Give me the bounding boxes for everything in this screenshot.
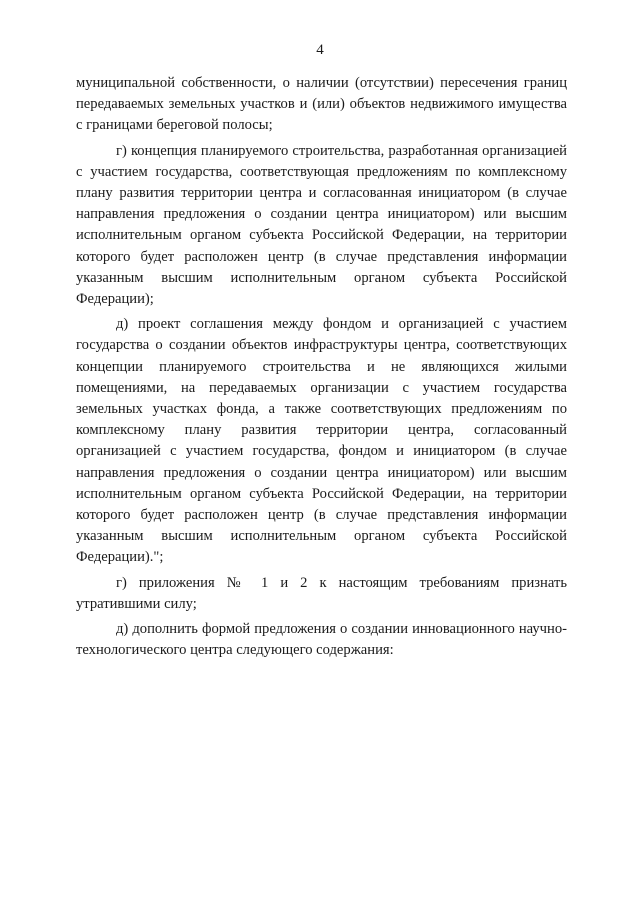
paragraph-item-g-concept: г) концепция планируемого строительства, разработанная организацией с участием государства, соответствующая предложениям по комплексному плану развития территории центра и согласованная инициатором (в случае направления предложения о создании центра инициатором) или высшим исполнительным органом субъекта Российской Федерации, на территории которого будет расположен центр (в случае представления информации указанным высшим исполнительным органом субъекта Российской Федерации); bbox=[76, 142, 567, 308]
paragraph-item-g-annexes: г) приложения № 1 и 2 к настоящим требованиям признать утратившими силу; bbox=[76, 574, 567, 612]
paragraph-item-d-form: д) дополнить формой предложения о создании инновационного научно-технологического центра следующего содержания: bbox=[76, 621, 567, 659]
document-body bbox=[76, 73, 567, 661]
paragraph-continuation: муниципальной собственности, о наличии (отсутствии) пересечения границ передаваемых земельных участков и (или) объектов недвижимого имущества с границами береговой полосы; bbox=[76, 75, 567, 134]
page-number: 4 bbox=[316, 42, 324, 58]
paragraph-item-d-agreement: д) проект соглашения между фондом и организацией с участием государства о создании объектов инфраструктуры центра, соответствующих концепции планируемого строительства и не являющихся жилыми помещениями, на передаваемых организации с участием государства земельных участках фонда, а также соответствующих предложениям по комплексному плану развития территории центра, согласованный организацией с участием государства, фондом и инициатором (в случае направления предложения о создании центра инициатором) или высшим исполнительным органом субъекта Российской Федерации, на территории которого будет расположен центр (в случае представления информации указанным высшим исполнительным органом субъекта Российской Федерации)."; bbox=[76, 316, 567, 566]
